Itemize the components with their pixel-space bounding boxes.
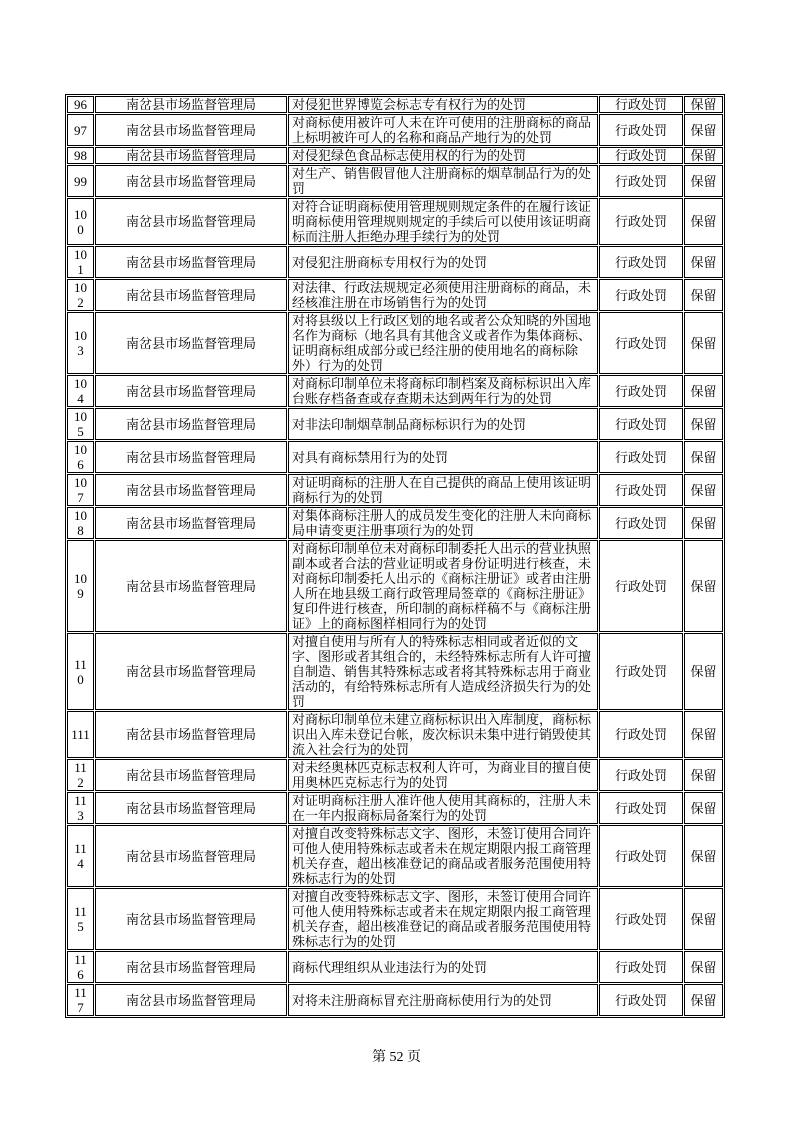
status-cell: 保留: [684, 441, 723, 473]
penalty-type-cell: 行政处罚: [599, 825, 683, 887]
table-row: [67, 114, 723, 146]
penalty-type-cell: 行政处罚: [599, 540, 683, 632]
penalty-type-cell: 行政处罚: [599, 441, 683, 473]
penalty-type-cell: 行政处罚: [599, 951, 683, 983]
row-number-cell: 98: [67, 147, 94, 164]
penalty-item-cell: 对将未注册商标冒充注册商标使用行为的处罚: [288, 984, 598, 1016]
table-row: [67, 147, 723, 164]
department-cell: 南岔县市场监督管理局: [95, 984, 287, 1016]
penalty-item-cell: 对生产、销售假冒他人注册商标的烟草制品行为的处罚: [288, 165, 598, 197]
department-cell: 南岔县市场监督管理局: [95, 312, 287, 374]
penalty-item-cell: 对商标使用被许可人未在许可使用的注册商标的商品上标明被许可人的名称和商品产地行为的处罚: [288, 114, 598, 146]
row-number-cell: 97: [67, 114, 94, 146]
table-row: [67, 759, 723, 791]
row-number-cell: 106: [67, 441, 94, 473]
penalty-type-cell: 行政处罚: [599, 96, 683, 113]
penalty-item-cell: 对擅自改变特殊标志文字、图形，未签订使用合同许可他人使用特殊标志或者未在规定期限内报工商管理机关存查，超出核准登记的商品或者服务范围使用特殊标志行为的处罚: [288, 888, 598, 950]
department-cell: 南岔县市场监督管理局: [95, 507, 287, 539]
status-cell: 保留: [684, 165, 723, 197]
penalty-item-cell: 对侵犯世界博览会标志专有权行为的处罚: [288, 96, 598, 113]
penalty-item-cell: 对将县级以上行政区划的地名或者公众知晓的外国地名作为商标（地名具有其他含义或者作为集体商标、证明商标组成部分或已经注册的使用地名的商标除外）行为的处罚: [288, 312, 598, 374]
department-cell: 南岔县市场监督管理局: [95, 633, 287, 710]
penalty-item-cell: 对集体商标注册人的成员发生变化的注册人未向商标局申请变更注册事项行为的处罚: [288, 507, 598, 539]
department-cell: 南岔县市场监督管理局: [95, 825, 287, 887]
row-number-cell: 109: [67, 540, 94, 632]
row-number-cell: 104: [67, 375, 94, 407]
status-cell: 保留: [684, 759, 723, 791]
penalty-type-cell: 行政处罚: [599, 375, 683, 407]
row-number-cell: 105: [67, 408, 94, 440]
penalty-item-cell: 对商标印制单位未将商标印制档案及商标标识出入库台账存档备查或存查期未达到两年行为的处罚: [288, 375, 598, 407]
penalty-type-cell: 行政处罚: [599, 279, 683, 311]
table-row: [67, 951, 723, 983]
penalty-type-cell: 行政处罚: [599, 759, 683, 791]
penalty-item-cell: 对商标印制单位未对商标印制委托人出示的营业执照副本或者合法的营业证明或者身份证明进行核查，未对商标印制委托人出示的《商标注册证》或者由注册人所在地县级工商行政管理局签章的《商标注册证》复印件进行核查，所印制的商标样稿不与《商标注册证》上的商标图样相同行为的处罚: [288, 540, 598, 632]
penalty-type-cell: 行政处罚: [599, 474, 683, 506]
penalty-item-cell: 商标代理组织从业违法行为的处罚: [288, 951, 598, 983]
penalty-type-cell: 行政处罚: [599, 888, 683, 950]
penalty-item-cell: 对证明商标的注册人在自己提供的商品上使用该证明商标行为的处罚: [288, 474, 598, 506]
penalty-item-cell: 对证明商标注册人准许他人使用其商标的，注册人未在一年内报商标局备案行为的处罚: [288, 792, 598, 824]
department-cell: 南岔县市场监督管理局: [95, 540, 287, 632]
penalty-table: [65, 94, 725, 1018]
status-cell: 保留: [684, 375, 723, 407]
department-cell: 南岔县市场监督管理局: [95, 147, 287, 164]
table-row: [67, 984, 723, 1016]
row-number-cell: 117: [67, 984, 94, 1016]
department-cell: 南岔县市场监督管理局: [95, 792, 287, 824]
table-row: [67, 711, 723, 758]
department-cell: 南岔县市场监督管理局: [95, 114, 287, 146]
status-cell: 保留: [684, 114, 723, 146]
department-cell: 南岔县市场监督管理局: [95, 375, 287, 407]
penalty-type-cell: 行政处罚: [599, 246, 683, 278]
status-cell: 保留: [684, 279, 723, 311]
row-number-cell: 107: [67, 474, 94, 506]
status-cell: 保留: [684, 792, 723, 824]
penalty-item-cell: 对非法印制烟草制品商标标识行为的处罚: [288, 408, 598, 440]
row-number-cell: 113: [67, 792, 94, 824]
table-row: [67, 540, 723, 632]
row-number-cell: 102: [67, 279, 94, 311]
table-row: [67, 246, 723, 278]
row-number-cell: 111: [67, 711, 94, 758]
table-row: [67, 96, 723, 113]
row-number-cell: 103: [67, 312, 94, 374]
table-row: [67, 198, 723, 245]
status-cell: 保留: [684, 711, 723, 758]
penalty-type-cell: 行政处罚: [599, 507, 683, 539]
penalty-item-cell: 对具有商标禁用行为的处罚: [288, 441, 598, 473]
table-row: [67, 633, 723, 710]
penalty-type-cell: 行政处罚: [599, 633, 683, 710]
status-cell: 保留: [684, 633, 723, 710]
penalty-type-cell: 行政处罚: [599, 165, 683, 197]
department-cell: 南岔县市场监督管理局: [95, 474, 287, 506]
penalty-type-cell: 行政处罚: [599, 408, 683, 440]
row-number-cell: 108: [67, 507, 94, 539]
status-cell: 保留: [684, 96, 723, 113]
row-number-cell: 116: [67, 951, 94, 983]
penalty-item-cell: 对商标印制单位未建立商标标识出入库制度，商标标识出入库未登记台帐，废次标识未集中进行销毁使其流入社会行为的处罚: [288, 711, 598, 758]
row-number-cell: 114: [67, 825, 94, 887]
penalty-item-cell: 对擅自使用与所有人的特殊标志相同或者近似的文字、图形或者其组合的，未经特殊标志所有人许可擅自制造、销售其特殊标志或者将其特殊标志用于商业活动的，有给特殊标志所有人造成经济损失行为的处罚: [288, 633, 598, 710]
status-cell: 保留: [684, 888, 723, 950]
penalty-item-cell: 对侵犯绿色食品标志使用权的行为的处罚: [288, 147, 598, 164]
status-cell: 保留: [684, 540, 723, 632]
table-row: [67, 474, 723, 506]
penalty-item-cell: 对未经奥林匹克标志权利人许可，为商业目的擅自使用奥林匹克标志行为的处罚: [288, 759, 598, 791]
table-row: [67, 507, 723, 539]
table-row: [67, 888, 723, 950]
table-row: [67, 441, 723, 473]
department-cell: 南岔县市场监督管理局: [95, 711, 287, 758]
status-cell: 保留: [684, 507, 723, 539]
penalty-item-cell: 对法律、行政法规规定必须使用注册商标的商品，未经核准注册在市场销售行为的处罚: [288, 279, 598, 311]
penalty-item-cell: 对侵犯注册商标专用权行为的处罚: [288, 246, 598, 278]
table-row: [67, 825, 723, 887]
status-cell: 保留: [684, 825, 723, 887]
department-cell: 南岔县市场监督管理局: [95, 198, 287, 245]
department-cell: 南岔县市场监督管理局: [95, 246, 287, 278]
status-cell: 保留: [684, 474, 723, 506]
table-row: [67, 408, 723, 440]
penalty-item-cell: 对符合证明商标使用管理规则规定条件的在履行该证明商标使用管理规则规定的手续后可以使用该证明商标而注册人拒绝办理手续行为的处罚: [288, 198, 598, 245]
status-cell: 保留: [684, 984, 723, 1016]
status-cell: 保留: [684, 312, 723, 374]
status-cell: 保留: [684, 951, 723, 983]
table-row: [67, 165, 723, 197]
penalty-item-cell: 对擅自改变特殊标志文字、图形，未签订使用合同许可他人使用特殊标志或者未在规定期限内报工商管理机关存查，超出核准登记的商品或者服务范围使用特殊标志行为的处罚: [288, 825, 598, 887]
table-row: [67, 279, 723, 311]
department-cell: 南岔县市场监督管理局: [95, 96, 287, 113]
status-cell: 保留: [684, 147, 723, 164]
department-cell: 南岔县市场监督管理局: [95, 888, 287, 950]
row-number-cell: 100: [67, 198, 94, 245]
row-number-cell: 115: [67, 888, 94, 950]
row-number-cell: 96: [67, 96, 94, 113]
penalty-type-cell: 行政处罚: [599, 711, 683, 758]
row-number-cell: 112: [67, 759, 94, 791]
page-number: 第 52 页: [372, 1050, 421, 1065]
table-body: [67, 96, 723, 1016]
department-cell: 南岔县市场监督管理局: [95, 279, 287, 311]
department-cell: 南岔县市场监督管理局: [95, 408, 287, 440]
department-cell: 南岔县市场监督管理局: [95, 759, 287, 791]
penalty-type-cell: 行政处罚: [599, 984, 683, 1016]
row-number-cell: 101: [67, 246, 94, 278]
penalty-type-cell: 行政处罚: [599, 198, 683, 245]
table-row: [67, 375, 723, 407]
penalty-type-cell: 行政处罚: [599, 114, 683, 146]
row-number-cell: 99: [67, 165, 94, 197]
row-number-cell: 110: [67, 633, 94, 710]
status-cell: 保留: [684, 408, 723, 440]
penalty-type-cell: 行政处罚: [599, 792, 683, 824]
department-cell: 南岔县市场监督管理局: [95, 165, 287, 197]
penalty-type-cell: 行政处罚: [599, 312, 683, 374]
department-cell: 南岔县市场监督管理局: [95, 441, 287, 473]
department-cell: 南岔县市场监督管理局: [95, 951, 287, 983]
penalty-type-cell: 行政处罚: [599, 147, 683, 164]
table-row: [67, 792, 723, 824]
status-cell: 保留: [684, 246, 723, 278]
status-cell: 保留: [684, 198, 723, 245]
table-row: [67, 312, 723, 374]
